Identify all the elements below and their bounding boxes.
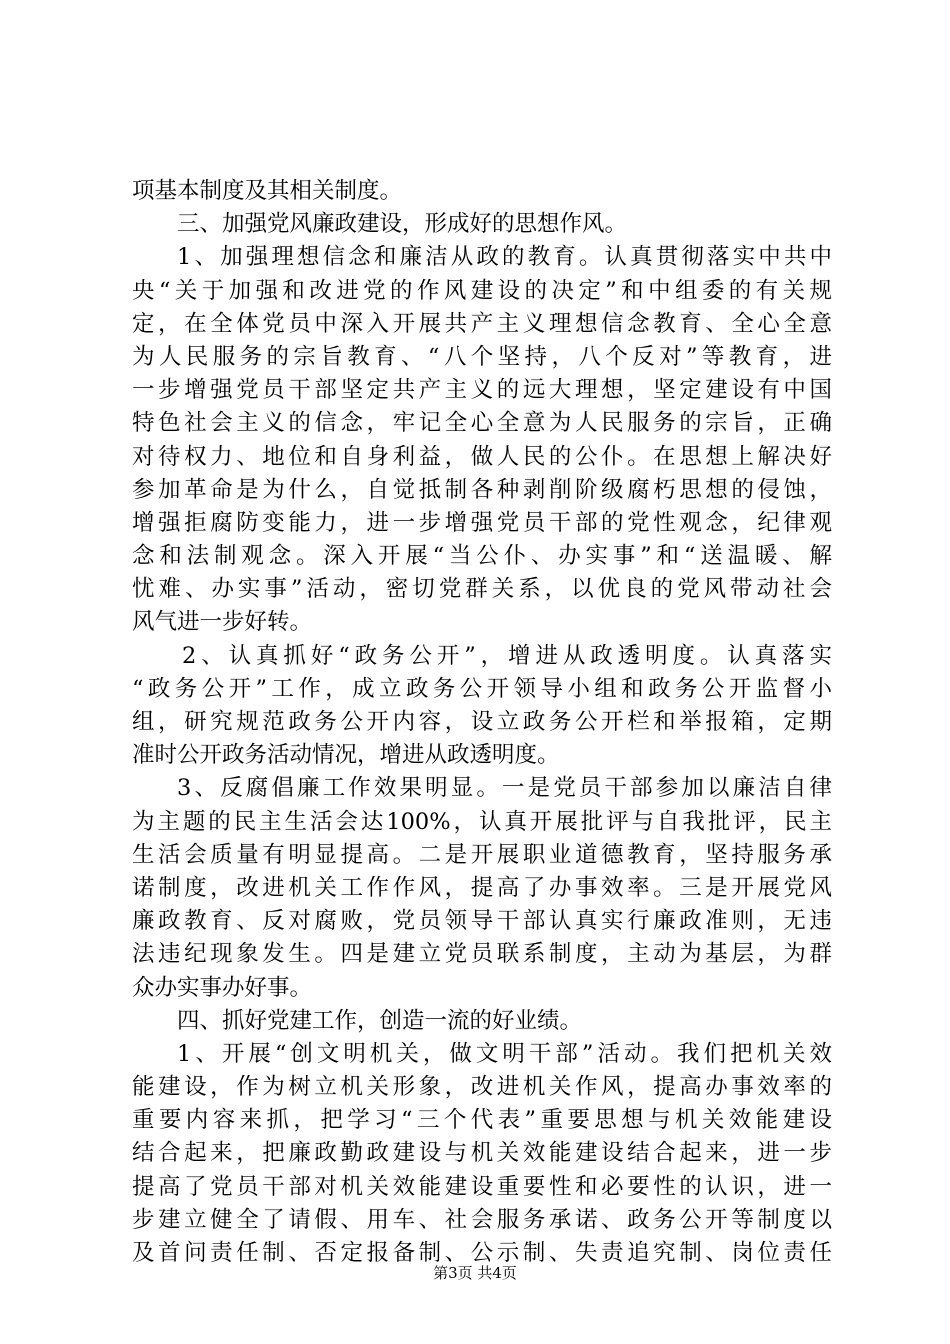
text-line: 四、抓好党建工作，创造一流的好业绩。 [177,1007,583,1034]
text-line: 结合起来，把廉政勤政建设与机关效能建设结合起来，进一步 [132,1140,832,1167]
text-line: 生活会质量有明显提高。二是开展职业道德教育，坚持服务承 [132,841,832,868]
text-line: 能建设，作为树立机关形象，改进机关作风，提高办事效率的 [132,1074,832,1101]
text-line: 众办实事办好事。 [132,974,313,1001]
text-line: 廉政教育、反对腐败，党员领导干部认真实行廉政准则，无违 [132,908,832,935]
text-line: 忧难、办实事”活动，密切党群关系，以优良的党风带动社会 [132,576,832,603]
text-line: 为人民服务的宗旨教育、“八个坚持，八个反对”等教育，进 [132,343,832,370]
text-line: 一步增强党员干部坚定共产主义的远大理想，坚定建设有中国 [132,377,832,404]
text-line: 重要内容来抓，把学习“三个代表”重要思想与机关效能建设 [132,1107,832,1134]
text-line: 及首问责任制、否定报备制、公示制、失责追究制、岗位责任 [132,1240,832,1266]
text-line: 准时公开政务活动情况，增进从政透明度。 [132,742,560,769]
text-line: 参加革命是为什么，自觉抵制各种剥削阶级腐朽思想的侵蚀， [132,476,832,503]
text-line: 提高了党员干部对机关效能建设重要性和必要性的认识，进一 [132,1173,832,1200]
text-line: 对待权力、地位和自身利益，做人民的公仆。在思想上解决好 [132,443,832,470]
text-line: 组，研究规范政务公开内容，设立政务公开栏和举报箱，定期 [132,709,832,735]
text-line: 法违纪现象发生。四是建立党员联系制度，主动为基层，为群 [132,941,832,968]
text-line: 项基本制度及其相关制度。 [132,178,403,204]
text-line: “政务公开”工作，成立政务公开领导小组和政务公开监督小 [132,675,832,702]
text-line: 定，在全体党员中深入开展共产主义理想信念教育、全心全意 [132,310,832,337]
text-line: 风气进一步好转。 [132,609,313,636]
text-line: 增强拒腐防变能力，进一步增强党员干部的党性观念，纪律观 [132,509,832,536]
text-line: 1、开展“创文明机关，做文明干部”活动。我们把机关效 [177,1040,832,1067]
text-line: 步建立健全了请假、用车、社会服务承诺、政务公开等制度以 [132,1206,832,1233]
text-line: 央“关于加强和改进党的作风建设的决定”和中组委的有关规 [132,277,832,304]
text-line: 3、反腐倡廉工作效果明显。一是党员干部参加以廉洁自律 [177,775,832,802]
text-line: 1、加强理想信念和廉洁从政的教育。认真贯彻落实中共中 [177,244,832,271]
page-footer: 第3页 共4页 [433,1264,517,1282]
text-line: 三、加强党风廉政建设，形成好的思想作风。 [177,211,628,238]
text-line: 念和法制观念。深入开展“当公仆、办实事”和“送温暖、解 [132,543,832,570]
text-line: 2、认真抓好“政务公开”，增进从政透明度。认真落实 [182,642,832,669]
text-line: 诺制度，改进机关工作作风，提高了办事效率。三是开展党风 [132,874,832,901]
text-line: 特色社会主义的信念，牢记全心全意为人民服务的宗旨，正确 [132,410,832,437]
text-line: 为主题的民主生活会达100%，认真开展批评与自我批评，民主 [132,808,832,835]
document-body [132,175,832,1270]
